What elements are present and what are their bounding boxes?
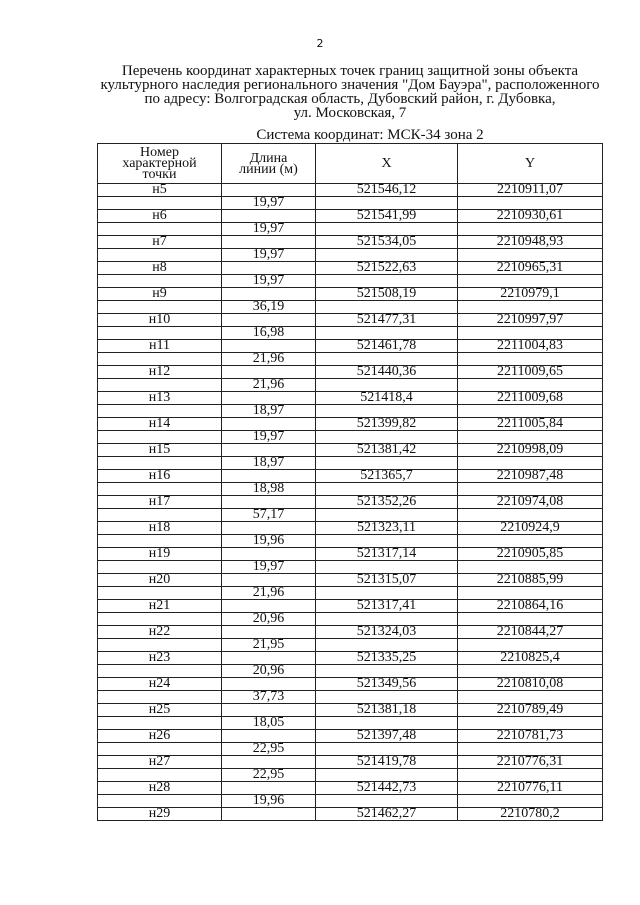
- line-length-cell: 19,96: [222, 795, 316, 808]
- y-coordinate-cell: 2210948,93: [458, 236, 603, 249]
- y-coordinate-cell: 2210965,31: [458, 262, 603, 275]
- header-x: X: [316, 144, 458, 184]
- line-length-cell: 19,97: [222, 249, 316, 262]
- y-coordinate-cell: 2210979,1: [458, 288, 603, 301]
- title-line: культурного наследия регионального значения "Дом Бауэра", расположенного: [100, 77, 600, 93]
- table-row: [98, 340, 603, 353]
- point-name-cell: н17: [98, 496, 222, 509]
- point-name-cell: н6: [98, 210, 222, 223]
- title-line: по адресу: Волгоградская область, Дубовский район, г. Дубовка,: [144, 91, 556, 107]
- y-coordinate-cell: 2210930,61: [458, 210, 603, 223]
- y-coordinate-cell: 2211009,65: [458, 366, 603, 379]
- title-line: ул. Московская, 7: [293, 105, 407, 121]
- point-name-cell: н18: [98, 522, 222, 535]
- y-coordinate-cell: 2210997,97: [458, 314, 603, 327]
- x-coordinate-cell: 521399,82: [316, 418, 458, 431]
- coordinates-table: [97, 143, 603, 821]
- line-length-cell: 19,97: [222, 275, 316, 288]
- y-coordinate-cell: 2210864,16: [458, 600, 603, 613]
- line-length-cell: 18,98: [222, 483, 316, 496]
- line-length-cell: 19,97: [222, 431, 316, 444]
- table-row: [98, 470, 603, 483]
- line-length-cell: 22,95: [222, 769, 316, 782]
- table-row: [98, 600, 603, 613]
- point-name-cell: н5: [98, 184, 222, 197]
- point-name-cell: н22: [98, 626, 222, 639]
- point-name-cell: н14: [98, 418, 222, 431]
- point-name-cell: н11: [98, 340, 222, 353]
- line-length-cell: 21,96: [222, 353, 316, 366]
- title-line: Перечень координат характерных точек границ защитной зоны объекта: [121, 63, 579, 79]
- table-row: [98, 366, 603, 379]
- table-row: [98, 444, 603, 457]
- line-length-cell: 18,97: [222, 405, 316, 418]
- y-coordinate-cell: 2211004,83: [458, 340, 603, 353]
- point-name-cell: н23: [98, 652, 222, 665]
- y-coordinate-cell: 2210781,73: [458, 730, 603, 743]
- y-coordinate-cell: 2210789,49: [458, 704, 603, 717]
- y-coordinate-cell: 2210885,99: [458, 574, 603, 587]
- table-row: [98, 756, 603, 769]
- y-coordinate-cell: 2210905,85: [458, 548, 603, 561]
- table-row: [98, 808, 603, 821]
- table-row: [98, 782, 603, 795]
- y-coordinate-cell: 2211009,68: [458, 392, 603, 405]
- line-length-cell: 20,96: [222, 665, 316, 678]
- table-row: [98, 652, 603, 665]
- x-coordinate-cell: 521508,19: [316, 288, 458, 301]
- point-name-cell: н10: [98, 314, 222, 327]
- x-coordinate-cell: 521365,7: [316, 470, 458, 483]
- x-coordinate-cell: 521541,99: [316, 210, 458, 223]
- x-coordinate-cell: 521397,48: [316, 730, 458, 743]
- x-coordinate-cell: 521534,05: [316, 236, 458, 249]
- line-length-cell: 20,96: [222, 613, 316, 626]
- point-name-cell: н24: [98, 678, 222, 691]
- point-name-cell: н7: [98, 236, 222, 249]
- x-coordinate-cell: 521462,27: [316, 808, 458, 821]
- length-spacer-cell: [222, 808, 316, 821]
- y-coordinate-cell: 2210844,27: [458, 626, 603, 639]
- point-name-cell: н9: [98, 288, 222, 301]
- x-coordinate-cell: 521323,11: [316, 522, 458, 535]
- line-length-cell: 19,97: [222, 561, 316, 574]
- x-coordinate-cell: 521335,25: [316, 652, 458, 665]
- table-row: [98, 184, 603, 197]
- table-row: [98, 548, 603, 561]
- y-coordinate-cell: 2210911,07: [458, 184, 603, 197]
- line-length-cell: 16,98: [222, 327, 316, 340]
- table-row: [98, 288, 603, 301]
- table-row: [98, 730, 603, 743]
- line-length-cell: 21,95: [222, 639, 316, 652]
- page-number: 2: [316, 37, 324, 50]
- y-coordinate-cell: 2210776,31: [458, 756, 603, 769]
- x-coordinate-cell: 521440,36: [316, 366, 458, 379]
- table-row: [98, 574, 603, 587]
- table-row: [98, 678, 603, 691]
- x-coordinate-cell: 521349,56: [316, 678, 458, 691]
- y-coordinate-cell: 2210998,09: [458, 444, 603, 457]
- header-line-length: Длина линии (м): [222, 144, 316, 184]
- y-coordinate-cell: 2210776,11: [458, 782, 603, 795]
- point-name-cell: н28: [98, 782, 222, 795]
- point-name-cell: н27: [98, 756, 222, 769]
- table-row: [98, 704, 603, 717]
- table-body: [98, 184, 603, 821]
- point-name-cell: н20: [98, 574, 222, 587]
- table-row: [98, 496, 603, 509]
- x-coordinate-cell: 521461,78: [316, 340, 458, 353]
- coordinate-system-label: Система координат: МСК-34 зона 2: [256, 127, 484, 143]
- y-coordinate-cell: 2210810,08: [458, 678, 603, 691]
- y-coordinate-cell: 2210924,9: [458, 522, 603, 535]
- x-coordinate-cell: 521419,78: [316, 756, 458, 769]
- point-name-cell: н29: [98, 808, 222, 821]
- table-row: [98, 626, 603, 639]
- y-coordinate-cell: 2211005,84: [458, 418, 603, 431]
- line-length-cell: 19,97: [222, 197, 316, 210]
- point-name-cell: н26: [98, 730, 222, 743]
- x-coordinate-cell: 521315,07: [316, 574, 458, 587]
- x-coordinate-cell: 521317,41: [316, 600, 458, 613]
- table-header-row: [98, 144, 603, 184]
- x-coordinate-cell: 521522,63: [316, 262, 458, 275]
- y-coordinate-cell: 2210780,2: [458, 808, 603, 821]
- table-row: [98, 236, 603, 249]
- point-name-cell: н19: [98, 548, 222, 561]
- x-coordinate-cell: 521381,42: [316, 444, 458, 457]
- table-row: [98, 210, 603, 223]
- line-length-cell: 21,96: [222, 587, 316, 600]
- table-row: [98, 392, 603, 405]
- x-coordinate-cell: 521352,26: [316, 496, 458, 509]
- header-point-number: Номер характерной точки: [98, 144, 222, 184]
- line-length-cell: 19,96: [222, 535, 316, 548]
- line-length-cell: 18,05: [222, 717, 316, 730]
- point-name-cell: н12: [98, 366, 222, 379]
- y-coordinate-cell: 2210974,08: [458, 496, 603, 509]
- header-y: Y: [458, 144, 603, 184]
- line-length-cell: 22,95: [222, 743, 316, 756]
- table-row: [98, 314, 603, 327]
- point-name-cell: н25: [98, 704, 222, 717]
- line-length-cell: 21,96: [222, 379, 316, 392]
- x-coordinate-cell: 521381,18: [316, 704, 458, 717]
- point-name-cell: н15: [98, 444, 222, 457]
- y-coordinate-cell: 2210987,48: [458, 470, 603, 483]
- line-length-cell: 18,97: [222, 457, 316, 470]
- x-coordinate-cell: 521418,4: [316, 392, 458, 405]
- point-name-cell: н8: [98, 262, 222, 275]
- table-row: [98, 522, 603, 535]
- x-coordinate-cell: 521442,73: [316, 782, 458, 795]
- line-length-cell: 19,97: [222, 223, 316, 236]
- x-coordinate-cell: 521477,31: [316, 314, 458, 327]
- table-row: [98, 262, 603, 275]
- x-coordinate-cell: 521317,14: [316, 548, 458, 561]
- point-name-cell: н13: [98, 392, 222, 405]
- x-coordinate-cell: 521546,12: [316, 184, 458, 197]
- y-coordinate-cell: 2210825,4: [458, 652, 603, 665]
- point-name-cell: н21: [98, 600, 222, 613]
- line-length-cell: 36,19: [222, 301, 316, 314]
- x-coordinate-cell: 521324,03: [316, 626, 458, 639]
- document-title: [80, 64, 620, 120]
- line-length-cell: 37,73: [222, 691, 316, 704]
- table-row: [98, 418, 603, 431]
- point-name-cell: н16: [98, 470, 222, 483]
- line-length-cell: 57,17: [222, 509, 316, 522]
